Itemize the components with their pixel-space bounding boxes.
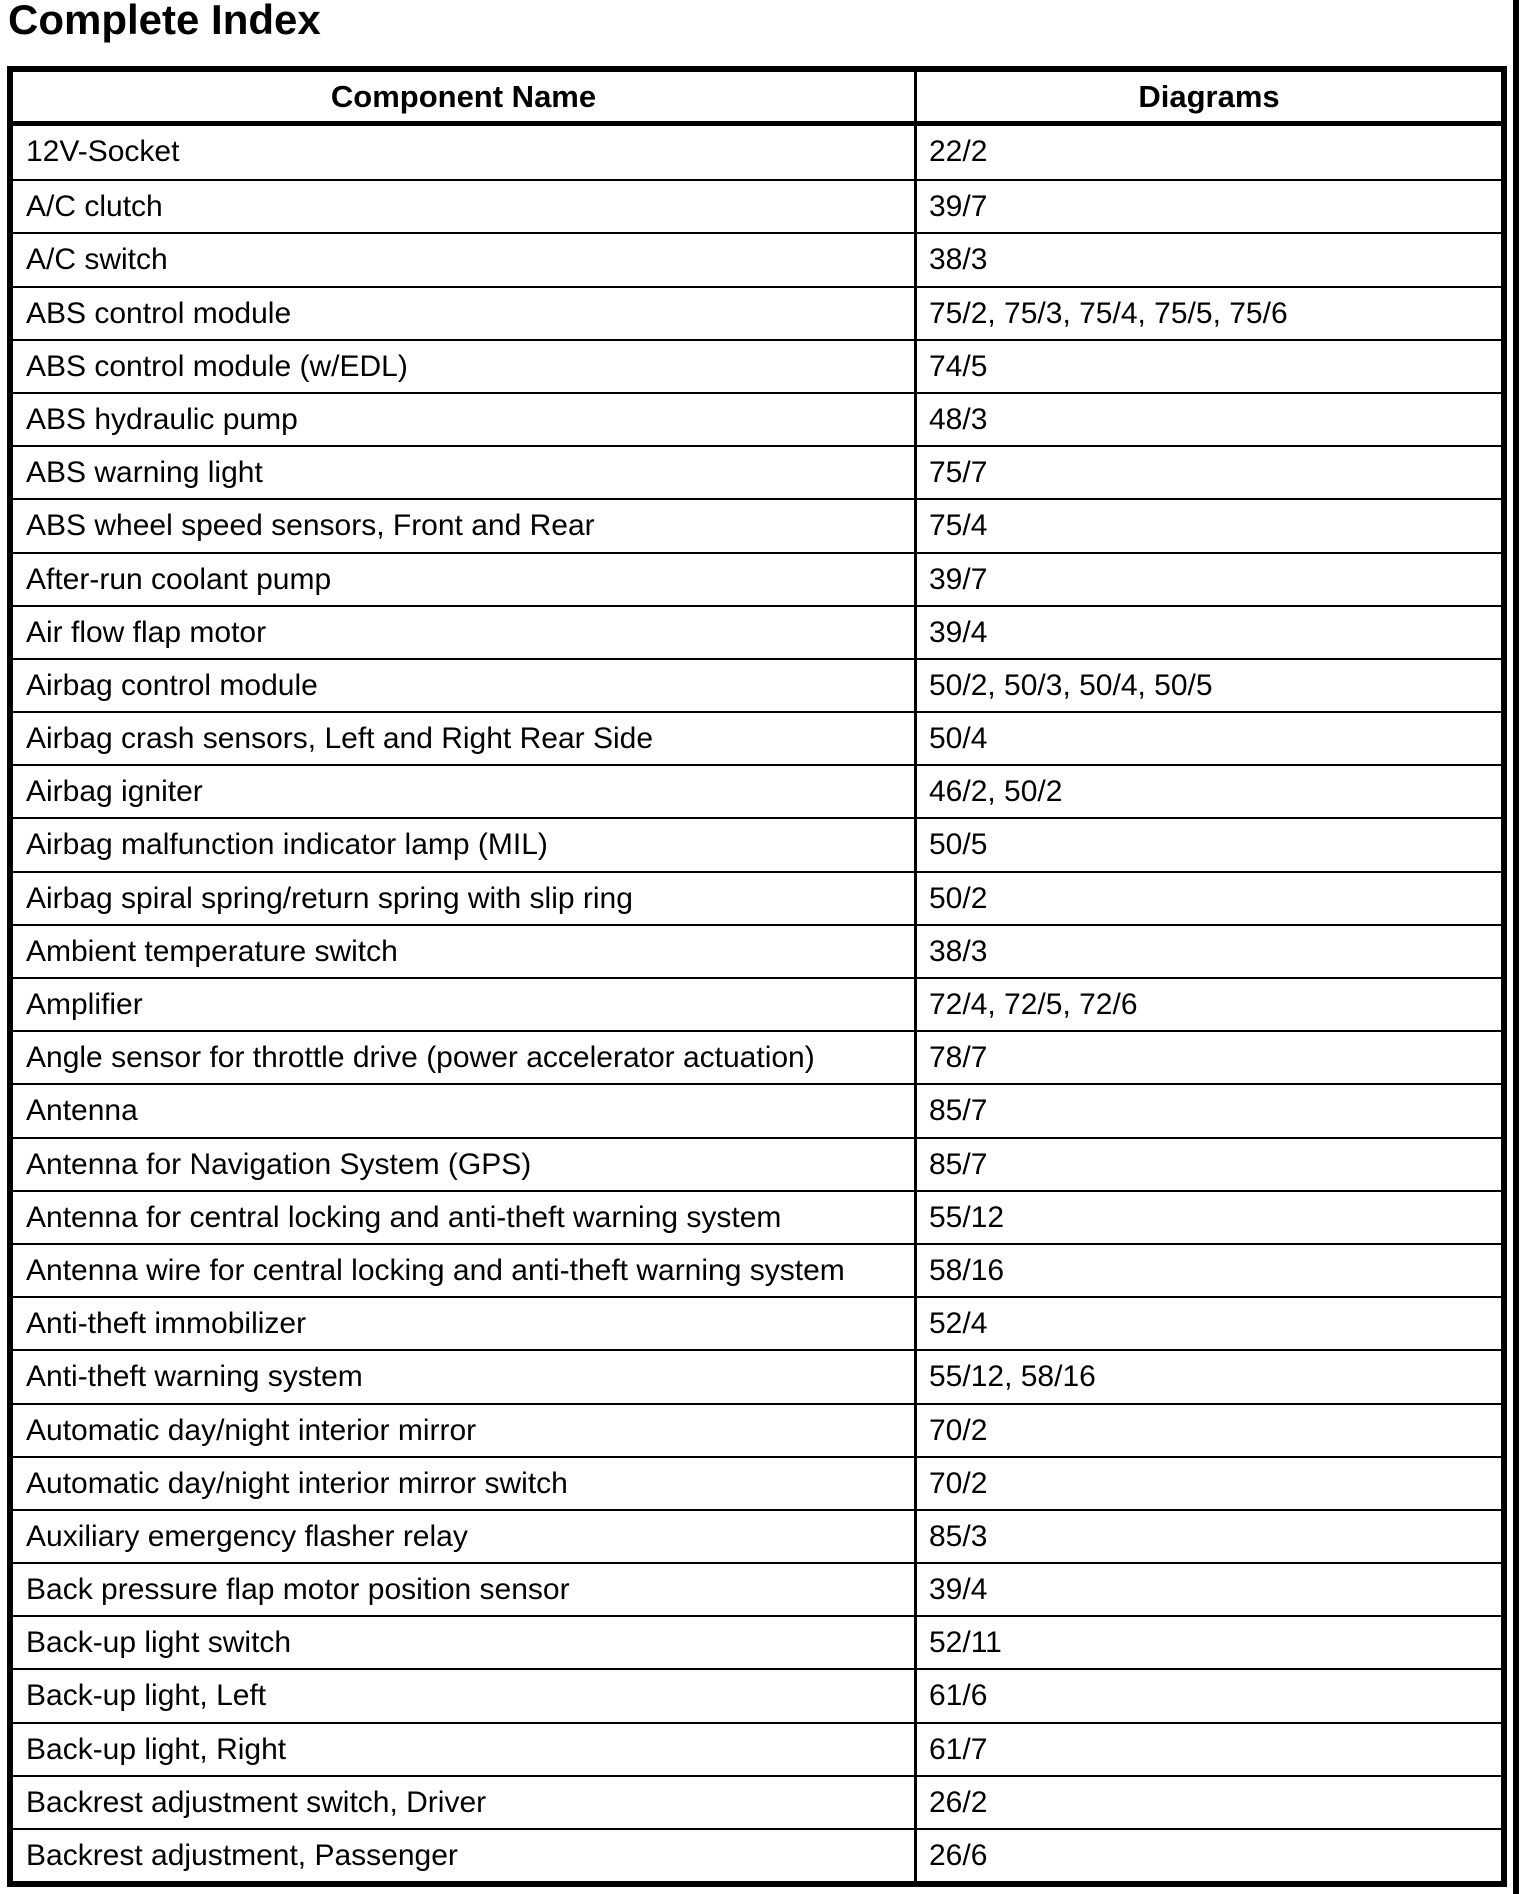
component-cell: Antenna for central locking and anti-theft warning system (26, 1200, 782, 1234)
diagrams-cell: 48/3 (914, 394, 1501, 445)
table-row (13, 392, 1501, 445)
table-row (13, 1562, 1501, 1615)
component-cell: Automatic day/night interior mirror switch (26, 1466, 568, 1500)
diagrams-cell: 75/4 (914, 500, 1501, 551)
table-row (13, 1137, 1501, 1190)
diagrams-cell: 75/2, 75/3, 75/4, 75/5, 75/6 (914, 288, 1501, 339)
table-row (13, 1403, 1501, 1456)
component-cell: Angle sensor for throttle drive (power accelerator actuation) (26, 1041, 815, 1075)
component-cell: ABS hydraulic pump (26, 402, 298, 436)
table-row (13, 1083, 1501, 1136)
index-table (7, 66, 1507, 1887)
component-cell: ABS control module (26, 296, 292, 330)
component-cell: Auxiliary emergency flasher relay (26, 1519, 468, 1553)
component-cell: Antenna for Navigation System (GPS) (26, 1147, 532, 1181)
diagrams-cell: 39/7 (914, 554, 1501, 605)
table-row (13, 1722, 1501, 1775)
table-row (13, 1828, 1501, 1881)
diagrams-cell: 55/12, 58/16 (914, 1351, 1501, 1402)
diagrams-cell: 39/4 (914, 607, 1501, 658)
diagrams-cell: 38/3 (914, 926, 1501, 977)
diagrams-cell: 78/7 (914, 1032, 1501, 1083)
component-cell: Antenna wire for central locking and anti-theft warning system (26, 1253, 845, 1287)
diagrams-cell: 85/7 (914, 1085, 1501, 1136)
diagrams-cell: 39/7 (914, 181, 1501, 232)
table-row (13, 126, 1501, 179)
table-header-row (13, 72, 1501, 126)
diagrams-cell: 38/3 (914, 234, 1501, 285)
component-cell: After-run coolant pump (26, 562, 332, 596)
component-cell: Amplifier (26, 988, 143, 1021)
table-row (13, 817, 1501, 870)
component-name-header: Component Name (330, 79, 597, 114)
component-cell: Airbag spiral spring/return spring with slip ring (26, 881, 633, 915)
page-edge-scan-line (1513, 0, 1519, 1894)
component-cell: Airbag igniter (26, 775, 203, 809)
component-cell: A/C switch (26, 243, 168, 277)
table-row (13, 1349, 1501, 1402)
table-row (13, 1296, 1501, 1349)
table-row (13, 1668, 1501, 1721)
diagrams-cell: 55/12 (914, 1192, 1501, 1243)
component-cell: 12V-Socket (26, 135, 180, 168)
component-cell: Automatic day/night interior mirror (26, 1413, 477, 1447)
diagrams-cell: 85/3 (914, 1511, 1501, 1562)
table-row (13, 1456, 1501, 1509)
component-cell: ABS wheel speed sensors, Front and Rear (26, 509, 595, 543)
component-cell: Backrest adjustment switch, Driver (26, 1785, 487, 1819)
diagrams-cell: 39/4 (914, 1564, 1501, 1615)
diagrams-cell: 70/2 (914, 1405, 1501, 1456)
table-row (13, 179, 1501, 232)
table-row (13, 1190, 1501, 1243)
diagrams-cell: 50/2 (914, 873, 1501, 924)
diagrams-cell: 58/16 (914, 1245, 1501, 1296)
component-cell: Airbag malfunction indicator lamp (MIL) (26, 828, 548, 862)
diagrams-cell: 26/2 (914, 1777, 1501, 1828)
diagrams-cell: 70/2 (914, 1458, 1501, 1509)
table-row (13, 658, 1501, 711)
page-title: Complete Index (8, 0, 321, 43)
component-cell: Airbag control module (26, 668, 318, 702)
component-cell: ABS control module (w/EDL) (26, 349, 408, 383)
component-cell: Air flow flap motor (26, 615, 267, 649)
component-cell: Anti-theft immobilizer (26, 1307, 307, 1341)
component-cell: Airbag crash sensors, Left and Right Rear Side (26, 722, 653, 756)
table-row (13, 764, 1501, 817)
table-row (13, 1615, 1501, 1668)
table-row (13, 977, 1501, 1030)
component-cell: Antenna (26, 1094, 138, 1128)
diagrams-cell: 61/6 (914, 1670, 1501, 1721)
diagrams-cell: 52/11 (914, 1617, 1501, 1668)
table-row (13, 871, 1501, 924)
table-row (13, 605, 1501, 658)
diagrams-cell: 61/7 (914, 1724, 1501, 1775)
table-row (13, 924, 1501, 977)
diagrams-cell: 52/4 (914, 1298, 1501, 1349)
table-body (13, 126, 1501, 1881)
component-cell: Back-up light switch (26, 1626, 292, 1660)
diagrams-cell: 75/7 (914, 447, 1501, 498)
component-cell: Back-up light, Right (26, 1732, 287, 1766)
diagrams-cell: 46/2, 50/2 (914, 766, 1501, 817)
component-cell: ABS warning light (26, 456, 263, 490)
table-row (13, 286, 1501, 339)
table-row (13, 1243, 1501, 1296)
component-cell: Backrest adjustment, Passenger (26, 1839, 458, 1872)
diagrams-cell: 85/7 (914, 1139, 1501, 1190)
table-row (13, 1509, 1501, 1562)
diagrams-cell: 50/5 (914, 819, 1501, 870)
diagrams-cell: 74/5 (914, 341, 1501, 392)
table-row (13, 445, 1501, 498)
diagrams-cell: 50/4 (914, 713, 1501, 764)
table-row (13, 232, 1501, 285)
diagrams-cell: 50/2, 50/3, 50/4, 50/5 (914, 660, 1501, 711)
diagrams-cell: 22/2 (914, 126, 1501, 179)
component-cell: A/C clutch (26, 190, 163, 224)
table-row (13, 711, 1501, 764)
component-cell: Ambient temperature switch (26, 934, 398, 968)
table-row (13, 498, 1501, 551)
diagrams-cell: 72/4, 72/5, 72/6 (914, 979, 1501, 1030)
component-cell: Back pressure flap motor position sensor (26, 1573, 570, 1607)
table-row (13, 1030, 1501, 1083)
component-cell: Anti-theft warning system (26, 1360, 363, 1394)
table-row (13, 1775, 1501, 1828)
table-row (13, 552, 1501, 605)
component-cell: Back-up light, Left (26, 1679, 267, 1713)
table-row (13, 339, 1501, 392)
diagrams-header: Diagrams (914, 72, 1501, 121)
diagrams-cell: 26/6 (914, 1830, 1501, 1881)
